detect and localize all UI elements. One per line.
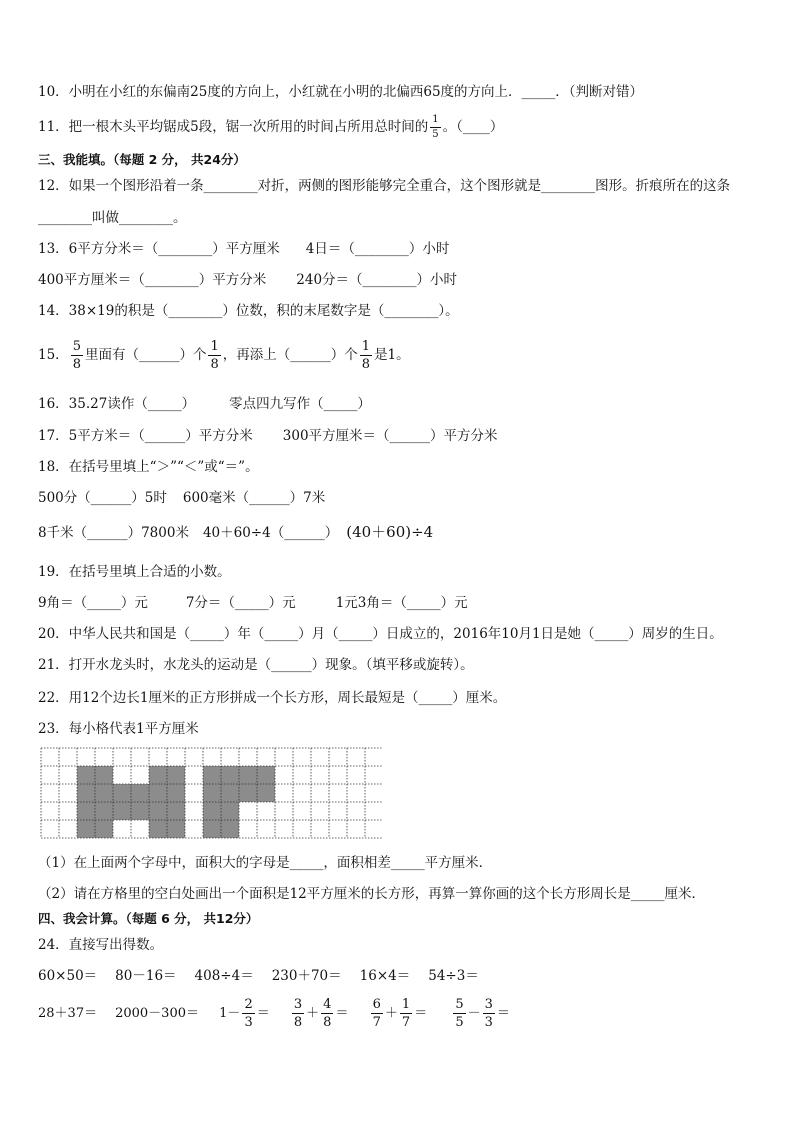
q15-f1-num: 5 xyxy=(72,339,81,354)
shaded-cell xyxy=(257,784,275,802)
question-13-row2 xyxy=(38,271,457,289)
q19-part-a: 9角＝（_____）元 xyxy=(38,595,148,611)
question-23: 23．每小格代表1平方厘米 xyxy=(38,721,199,737)
question-12-line2: ________叫做________。 xyxy=(38,210,187,226)
q15-f1-den: 8 xyxy=(72,357,81,372)
calc-den: 3 xyxy=(244,1015,253,1030)
question-20: 20．中华人民共和国是（_____）年（_____）月（_____）日成立的，2016年10月1日是她（_____）周岁的生日。 xyxy=(38,626,723,642)
question-23-part-1: （1）在上面两个字母中，面积大的字母是_____，面积相差_____平方厘米． xyxy=(38,855,493,871)
shaded-cell xyxy=(167,802,185,820)
q18-part-d: 40＋60÷4（______） xyxy=(202,525,339,541)
question-12-line1: 12．如果一个图形沿着一条________对折，两侧的图形能够完全重合，这个图形就是________图形。折痕所在的这条 xyxy=(38,178,731,194)
calc-den: 7 xyxy=(372,1015,381,1030)
shaded-cell xyxy=(149,784,167,802)
calc-item: 2000－300＝ xyxy=(115,1006,199,1021)
q15-f3-den: 8 xyxy=(361,357,371,372)
q13-part-a: 13．6平方分米＝（________）平方厘米 xyxy=(38,241,280,257)
q11-num: 1 xyxy=(430,115,440,128)
calc-equals: ＝ xyxy=(496,1006,510,1021)
shaded-cell xyxy=(203,766,221,784)
shaded-cell xyxy=(95,802,113,820)
q15-label: 15． xyxy=(38,347,69,363)
q19-part-b: 7分＝（_____）元 xyxy=(185,595,296,611)
shaded-cell xyxy=(221,820,239,838)
shaded-cell xyxy=(149,766,167,784)
square-grid xyxy=(40,747,382,843)
calc-den: 5 xyxy=(455,1015,464,1030)
shaded-cell xyxy=(77,802,95,820)
shaded-cell xyxy=(203,784,221,802)
q15-fraction-2 xyxy=(208,340,220,371)
calc-equals: ＝ xyxy=(335,1006,349,1021)
shaded-cell xyxy=(77,766,95,784)
calc-fraction xyxy=(483,998,495,1029)
calc-equals: ＝ xyxy=(256,1006,270,1021)
calc-op: － xyxy=(227,1006,241,1021)
shaded-cell xyxy=(113,784,131,802)
calc-num: 6 xyxy=(372,997,381,1012)
question-18: 18．在括号里填上“＞”“＜”或“＝”。 xyxy=(38,459,259,475)
q15-fraction-3 xyxy=(360,340,372,371)
calc-frac-1 xyxy=(219,997,270,1030)
q15-text-1: 里面有（______）个 xyxy=(84,347,207,363)
calc-num: 1 xyxy=(401,997,411,1012)
question-23-part-2: （2）请在方格里的空白处画出一个面积是12平方厘米的长方形，再算一算你画的这个长方形周长是_____厘米． xyxy=(38,886,706,902)
shaded-cell xyxy=(95,766,113,784)
calc-item: 408÷4＝ xyxy=(194,968,254,984)
shaded-cell xyxy=(203,802,221,820)
question-18-row1 xyxy=(38,489,325,507)
calc-num: 4 xyxy=(323,997,332,1012)
q15-f3-num: 1 xyxy=(361,339,371,354)
q13-part-c: 400平方厘米＝（________）平方分米 xyxy=(38,272,267,288)
shaded-cell xyxy=(149,820,167,838)
calc-fraction xyxy=(400,998,412,1029)
calc-num: 5 xyxy=(455,997,464,1012)
q13-part-b: 4日＝（________）小时 xyxy=(305,241,450,257)
shaded-cell xyxy=(167,784,185,802)
calc-fraction xyxy=(453,998,465,1029)
q13-part-d: 240分＝（________）小时 xyxy=(296,272,458,288)
question-17 xyxy=(38,427,498,445)
question-14: 14．38×19的积是（________）位数，积的末尾数字是（________）。 xyxy=(38,303,459,319)
shaded-cell xyxy=(167,766,185,784)
calc-op: ＋ xyxy=(306,1006,320,1021)
question-19-row xyxy=(38,594,468,612)
q15-f2-den: 8 xyxy=(210,357,219,372)
calc-den: 7 xyxy=(401,1015,411,1030)
q15-text-3: 是1。 xyxy=(374,347,410,363)
shaded-cell xyxy=(221,802,239,820)
q15-fraction-1 xyxy=(71,340,83,371)
calc-item: 28＋37＝ xyxy=(38,1006,98,1021)
calc-int: 1 xyxy=(219,1006,228,1021)
shaded-cell xyxy=(149,802,167,820)
question-16 xyxy=(38,395,371,413)
question-19: 19．在括号里填上合适的小数。 xyxy=(38,564,231,580)
shaded-cell xyxy=(239,766,257,784)
calc-op: － xyxy=(467,1006,481,1021)
shaded-cell xyxy=(221,784,239,802)
calc-den: 8 xyxy=(293,1015,303,1030)
q18-part-b: 600毫米（______）7米 xyxy=(182,490,326,506)
calc-num: 3 xyxy=(484,997,493,1012)
q11-text: 11．把一根木头平均锯成5段，锯一次所用的时间占所用总时间的 xyxy=(38,119,429,135)
q15-text-2: ，再添上（______）个 xyxy=(222,347,358,363)
question-10: 10．小明在小红的东偏南25度的方向上，小红就在小明的北偏西65度的方向上．_____．（判断对错） xyxy=(38,84,644,100)
calc-op: ＋ xyxy=(384,1006,398,1021)
calc-den: 8 xyxy=(323,1015,332,1030)
shaded-cell xyxy=(239,784,257,802)
calc-num: 2 xyxy=(244,997,253,1012)
calc-item: 16×4＝ xyxy=(359,968,411,984)
calc-item: 54÷3＝ xyxy=(428,968,479,984)
shaded-cell xyxy=(95,784,113,802)
question-24: 24．直接写出得数。 xyxy=(38,937,164,953)
calc-row-2 xyxy=(38,998,510,1029)
shaded-cell xyxy=(257,766,275,784)
q11-post: 。（____） xyxy=(442,119,504,135)
shaded-cell xyxy=(131,802,149,820)
question-15 xyxy=(38,340,410,371)
question-21: 21．打开水龙头时，水龙头的运动是（______）现象。（填平移或旋转）。 xyxy=(38,657,474,673)
calc-item: 60×50＝ xyxy=(38,968,98,984)
question-22: 22．用12个边长1厘米的正方形拼成一个长方形，周长最短是（_____）厘米。 xyxy=(38,690,507,706)
shaded-cell xyxy=(221,766,239,784)
shaded-cell xyxy=(203,820,221,838)
shaded-cell xyxy=(77,784,95,802)
shaded-cell xyxy=(131,784,149,802)
question-13-row1 xyxy=(38,240,449,258)
section-3-heading: 三、我能填。（每题 2 分， 共24分） xyxy=(38,152,246,167)
shaded-cell xyxy=(113,802,131,820)
question-18-row2 xyxy=(38,523,433,542)
q11-fraction xyxy=(430,115,440,140)
q17-part-b: 300平方厘米＝（______）平方分米 xyxy=(282,428,498,444)
calc-fraction xyxy=(321,998,333,1029)
q15-f2-num: 1 xyxy=(210,339,219,354)
calc-fraction xyxy=(371,998,383,1029)
section-4-heading: 四、我会计算。（每题 6 分， 共12分） xyxy=(38,911,259,926)
calc-frac-3 xyxy=(369,997,428,1030)
q16-part-a: 16．35.27读作（_____） xyxy=(38,396,196,412)
q18-part-e: (40＋60)÷4 xyxy=(346,523,434,541)
calc-frac-4 xyxy=(451,997,510,1030)
calc-equals: ＝ xyxy=(414,1006,428,1021)
q11-den: 5 xyxy=(432,129,439,140)
q18-part-a: 500分（______）5时 xyxy=(38,490,167,506)
shaded-cell xyxy=(95,820,113,838)
calc-frac-2 xyxy=(290,997,349,1030)
shaded-cell xyxy=(77,820,95,838)
calc-den: 3 xyxy=(484,1015,493,1030)
shaded-cell xyxy=(167,820,185,838)
q18-part-c: 8千米（______）7800米 xyxy=(38,525,189,541)
q17-part-a: 17．5平方米＝（______）平方分米 xyxy=(38,428,253,444)
calc-row-1 xyxy=(38,967,479,985)
calc-num: 3 xyxy=(293,997,303,1012)
q16-part-b: 零点四九写作（_____） xyxy=(229,396,371,412)
calc-item: 80－16＝ xyxy=(115,968,177,984)
question-11 xyxy=(38,115,503,140)
calc-fraction xyxy=(242,998,254,1029)
q19-part-c: 1元3角＝（_____）元 xyxy=(335,595,468,611)
calc-fraction xyxy=(292,998,304,1029)
calc-item: 230＋70＝ xyxy=(271,968,342,984)
